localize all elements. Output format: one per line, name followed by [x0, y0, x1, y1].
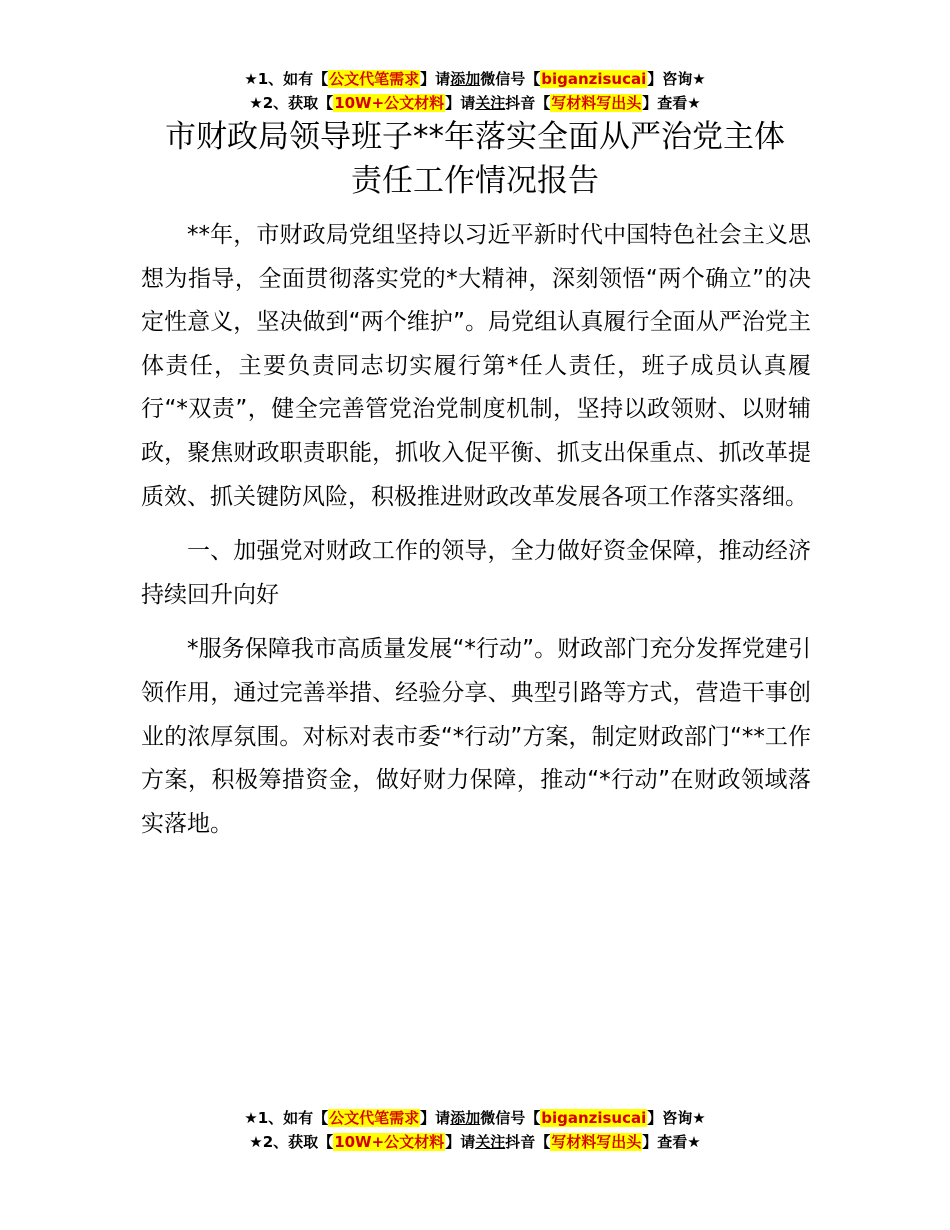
promo-highlight: 公文代笔需求: [329, 1109, 420, 1127]
promo-text: 微信号【: [480, 1109, 541, 1127]
body-paragraph-intro: **年，市财政局党组坚持以习近平新时代中国特色社会主义思想为指导，全面贯彻落实党的*大精神，深刻领悟“两个确立”的决定性意义，坚决做到“两个维护”。局党组认真履行全面从严治党主体责任，主要负责同志切实履行第*任人责任，班子成员认真履行“*双责”，健全完善管党治党制度机制，坚持以政领财、以财辅政，聚焦财政职责职能，抓收入促平衡、抓支出保重点、抓改革提质效、抓关键防风险，积极推进财政改革发展各项工作落实落细。: [141, 222, 811, 510]
promo-text: ★1、如有【: [244, 1109, 329, 1127]
footer-promo-banner: [0, 1106, 950, 1154]
promo-text: ★2、获取【: [249, 1133, 334, 1151]
promo-highlight: 10W+公文材料: [334, 94, 445, 112]
promo-text: 微信号【: [480, 70, 541, 88]
promo-text: ★1、如有【: [244, 70, 329, 88]
promo-text: 抖音【: [505, 1133, 551, 1151]
promo-text: 】查看★: [642, 1133, 701, 1151]
promo-text: ★2、获取【: [249, 94, 334, 112]
promo-douyin-id: 写材料写出头: [551, 94, 642, 112]
promo-underlined-text: 添加: [450, 70, 481, 88]
document-body: [141, 214, 811, 846]
promo-text: 】请: [445, 94, 476, 112]
promo-underlined-text: 关注: [475, 94, 506, 112]
promo-highlight: 公文代笔需求: [329, 70, 420, 88]
promo-text: 】请: [445, 1133, 476, 1151]
promo-line-2: [0, 1130, 950, 1154]
promo-line-1: [0, 1106, 950, 1130]
title-line-1: 市财政局领导班子**年落实全面从严治党主体: [165, 119, 785, 155]
promo-text: 】请: [420, 1109, 451, 1127]
promo-highlight: 10W+公文材料: [334, 1133, 445, 1151]
promo-text: 】咨询★: [647, 1109, 706, 1127]
promo-line-1: [0, 67, 950, 91]
promo-wechat-id: biganzisucai: [541, 1109, 647, 1127]
title-line-2: 责任工作情况报告: [351, 163, 599, 199]
document-title: [0, 115, 950, 203]
promo-text: 】请: [420, 70, 451, 88]
promo-text: 抖音【: [505, 94, 551, 112]
promo-underlined-text: 添加: [450, 1109, 481, 1127]
section-heading-1: 一、加强党对财政工作的领导，全力做好资金保障，推动经济持续回升向好: [141, 538, 811, 608]
promo-line-2: [0, 91, 950, 115]
promo-wechat-id: biganzisucai: [541, 70, 647, 88]
header-promo-banner: [0, 67, 950, 115]
body-paragraph-section-1: *服务保障我市高质量发展“*行动”。财政部门充分发挥党建引领作用，通过完善举措、经验分享、典型引路等方式，营造干事创业的浓厚氛围。对标对表市委“*行动”方案，制定财政部门“**工作方案，积极筹措资金，做好财力保障，推动“*行动”在财政领域落实落地。: [141, 636, 811, 837]
promo-text: 】咨询★: [647, 70, 706, 88]
promo-douyin-id: 写材料写出头: [551, 1133, 642, 1151]
promo-underlined-text: 关注: [475, 1133, 506, 1151]
promo-text: 】查看★: [642, 94, 701, 112]
